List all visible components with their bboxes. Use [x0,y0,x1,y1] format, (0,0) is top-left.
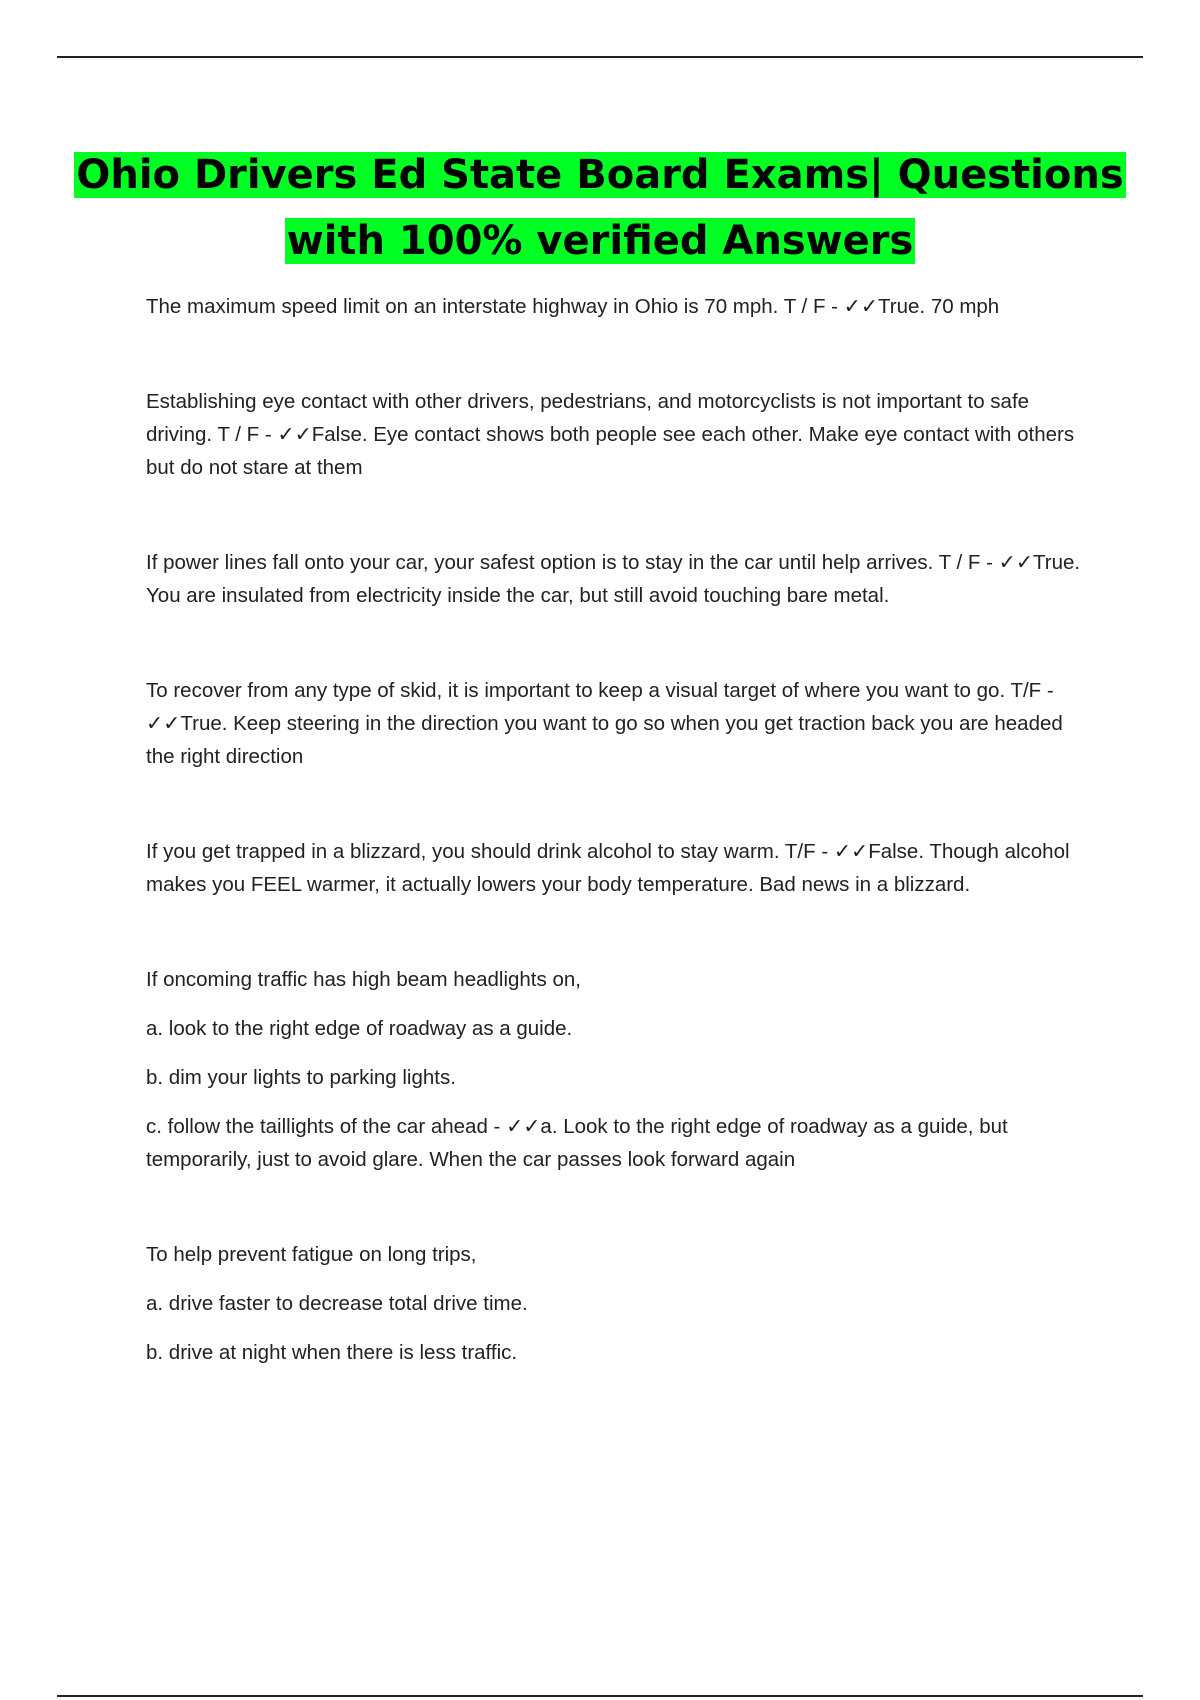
qa-item [146,385,1086,484]
qa-list [146,290,1086,1431]
question-text: To recover from any type of skid, it is important to keep a visual target of where you want to go. T/F - ✓✓True. Keep steering in the direction you want to go so when you get traction back you are headed the right direction [146,679,1063,768]
option-b: b. drive at night when there is less traffic. [146,1341,518,1364]
question-text: If power lines fall onto your car, your safest option is to stay in the car until help arrives. T / F - ✓✓True. You are insulated from electricity inside the car, but still avoid touching bare metal. [146,551,1081,607]
top-rule [57,56,1143,58]
question-text: To help prevent fatigue on long trips, [146,1243,477,1266]
bottom-rule [57,1695,1143,1697]
question-text: If you get trapped in a blizzard, you should drink alcohol to stay warm. T/F - ✓✓False. Though alcohol makes you FEEL warmer, it actually lowers your body temperature. Bad news in a blizzard. [146,840,1070,896]
title-line-1: Ohio Drivers Ed State Board Exams| Questions [76,152,1124,198]
option-b: b. dim your lights to parking lights. [146,1066,456,1089]
qa-item [146,963,1086,1176]
option-c-answer: c. follow the taillights of the car ahead - ✓✓a. Look to the right edge of roadway as a guide, but temporarily, just to avoid glare. When the car passes look forward again [146,1115,1008,1171]
question-text: Establishing eye contact with other drivers, pedestrians, and motorcyclists is not important to safe driving. T / F - ✓✓False. Eye contact shows both people see each other. Make eye contact with others but do not stare at them [146,390,1075,479]
question-text: If oncoming traffic has high beam headlights on, [146,968,581,991]
document-title [0,142,1200,274]
qa-item [146,674,1086,773]
question-text: The maximum speed limit on an interstate highway in Ohio is 70 mph. T / F - ✓✓True. 70 mph [146,295,1000,318]
qa-item [146,1238,1086,1369]
qa-item [146,290,1086,323]
qa-item [146,546,1086,612]
qa-item [146,835,1086,901]
option-a: a. look to the right edge of roadway as a guide. [146,1017,573,1040]
option-a: a. drive faster to decrease total drive time. [146,1292,528,1315]
title-line-2: with 100% verified Answers [286,218,914,264]
